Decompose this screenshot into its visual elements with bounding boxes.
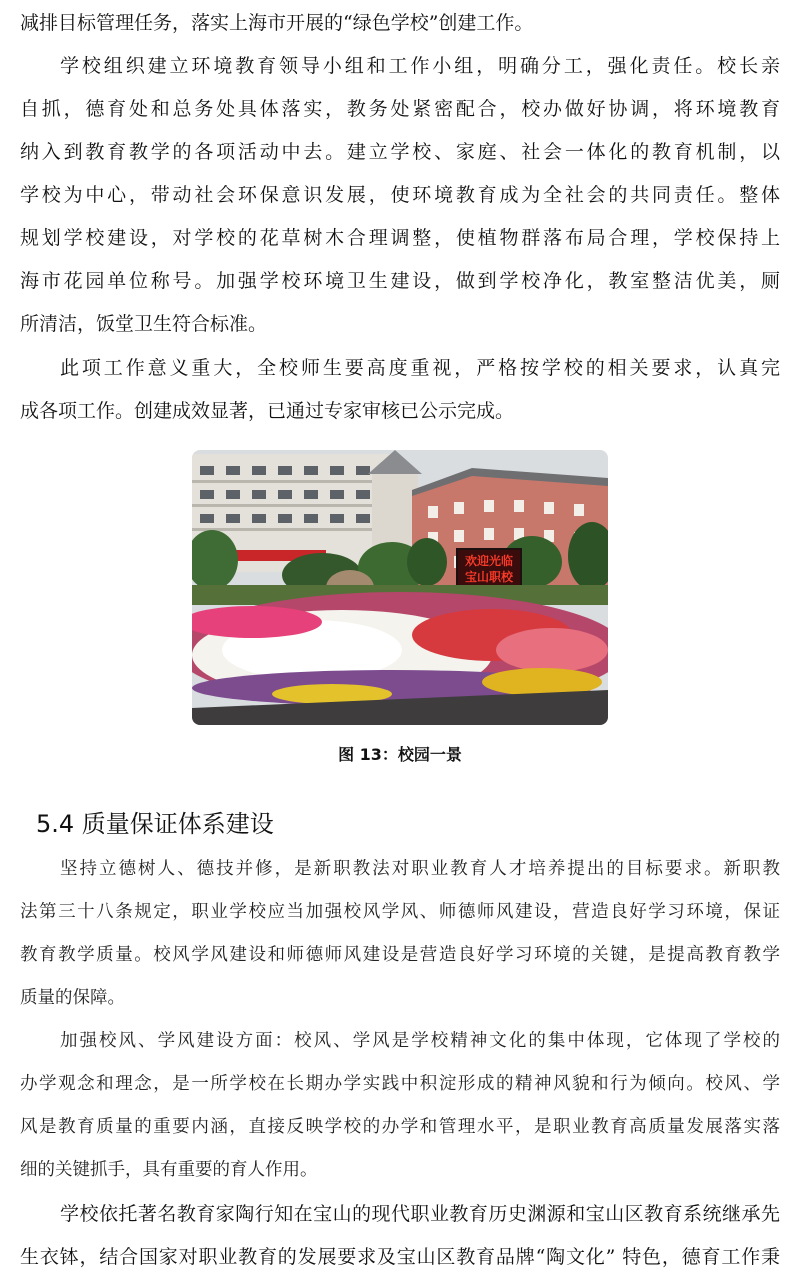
text-line: 坚持立德树人、德技并修，是新职教法对职业教育人才培养提出的目标要求。新职教 (60, 859, 780, 879)
figure-caption: 图 13：校园一景 (338, 745, 462, 764)
text-line: 成各项工作。创建成效显著，已通过专家审核已公示完成。 (20, 400, 515, 422)
text-line: 加强校风、学风建设方面：校风、学风是学校精神文化的集中体现，它体现了学校的 (60, 1031, 780, 1051)
text-line: 法第三十八条规定，职业学校应当加强校风学风、师德师风建设，营造良好学习环境，保证 (20, 902, 780, 922)
text-line: 生衣钵，结合国家对职业教育的发展要求及宝山区教育品牌“陶文化” 特色，德育工作秉 (20, 1246, 780, 1268)
text-line: 教育教学质量。校风学风建设和师德师风建设是营造良好学习环境的关键，是提高教育教学 (20, 945, 780, 965)
text-line: 纳入到教育教学的各项活动中去。建立学校、家庭、社会一体化的教育机制，以 (20, 141, 780, 163)
text-line: 学校组织建立环境教育领导小组和工作小组，明确分工，强化责任。校长亲 (60, 55, 780, 77)
text-line: 减排目标管理任务，落实上海市开展的“绿色学校”创建工作。 (20, 12, 534, 34)
text-line: 所清洁，饭堂卫生符合标准。 (20, 313, 268, 335)
text-line: 自抓，德育处和总务处具体落实，教务处紧密配合，校办做好协调，将环境教育 (20, 98, 780, 120)
section-heading: 5.4 质量保证体系建设 (36, 810, 274, 838)
text-line: 此项工作意义重大，全校师生要高度重视，严格按学校的相关要求，认真完 (60, 357, 780, 379)
text-line: 质量的保障。 (20, 988, 125, 1008)
text-line: 风是教育质量的重要内涵，直接反映学校的办学和管理水平，是职业教育高质量发展落实落 (20, 1117, 780, 1137)
text-line: 办学观念和理念，是一所学校在长期办学实践中积淀形成的精神风貌和行为倾向。校风、学 (20, 1074, 780, 1094)
text-line: 学校为中心，带动社会环保意识发展，使环境教育成为全社会的共同责任。整体 (20, 184, 780, 206)
text-line: 海市花园单位称号。加强学校环境卫生建设，做到学校净化，教室整洁优美，厕 (20, 270, 780, 292)
campus-photo (192, 450, 608, 725)
sign-line: 欢迎光临 (464, 554, 514, 568)
text-line: 细的关键抓手，具有重要的育人作用。 (20, 1160, 318, 1180)
text-line: 学校依托著名教育家陶行知在宝山的现代职业教育历史渊源和宝山区教育系统继承先 (60, 1203, 780, 1225)
text-line: 规划学校建设，对学校的花草树木合理调整，使植物群落布局合理，学校保持上 (20, 227, 780, 249)
sign-line: 宝山职校 (464, 570, 514, 584)
